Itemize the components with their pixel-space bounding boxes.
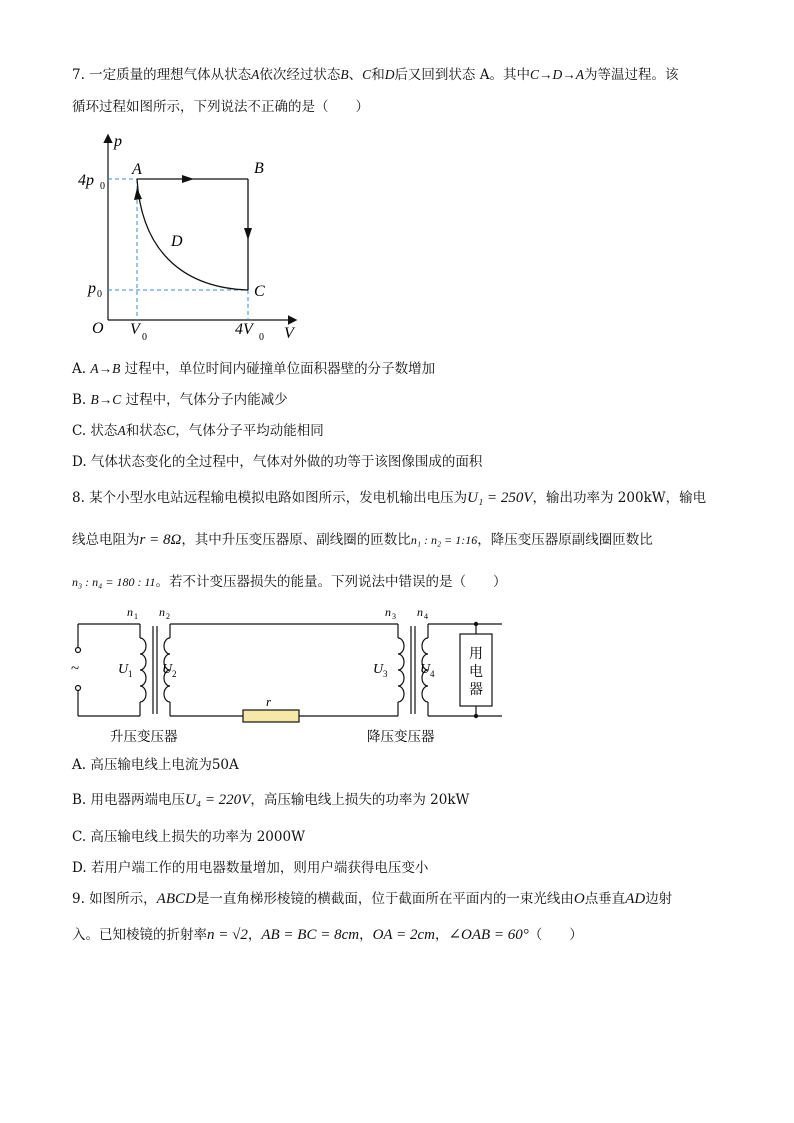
q9-stem-line2: 入。已知棱镜的折射率n = √2，AB = BC = 8cm，OA = 2cm，∠OAB = 60°（ ） <box>72 927 583 943</box>
label-u3-sub: 3 <box>383 669 388 679</box>
q7-stem-line2: 循环过程如图所示，下列说法不正确的是（ ） <box>72 99 369 115</box>
label-u1-sub: 1 <box>128 669 133 679</box>
q8-stem-line2: 线总电阻为r = 8Ω，其中升压变压器原、副线圈的匝数比n₁ : n₂ = 1:16，降压变压器原副线圈匝数比 <box>72 532 653 548</box>
junction <box>474 714 478 718</box>
label-n2: n <box>159 605 165 619</box>
label-p: p <box>114 133 122 150</box>
q7-pv-graph <box>70 128 310 348</box>
q7-option-c: C. 状态A和状态C，气体分子平均动能相同 <box>72 423 324 439</box>
label-n4-sub: 4 <box>424 612 428 621</box>
label-u2: U <box>162 662 173 677</box>
arrow-ab <box>182 175 194 183</box>
q7-option-a: A. A→B 过程中，单位时间内碰撞单位面积器壁的分子数增加 <box>72 361 436 377</box>
point-d: D <box>171 233 183 250</box>
load-label-1: 用 <box>469 646 483 662</box>
point-c: C <box>254 283 265 300</box>
q7-option-b: B. B→C 过程中，气体分子内能减少 <box>72 392 288 408</box>
label-n1: n <box>127 605 133 619</box>
label-n2-sub: 2 <box>166 612 170 621</box>
q8-option-c: C. 高压输电线上损失的功率为 2000W <box>72 829 305 845</box>
label-4v0: 4V <box>235 321 253 338</box>
coil-n3 <box>398 638 404 702</box>
junction <box>474 622 478 626</box>
point-b: B <box>254 160 264 177</box>
load-label-3: 器 <box>469 682 483 698</box>
label-v0: V <box>130 321 140 338</box>
label-n3: n <box>385 605 391 619</box>
q8-circuit-diagram <box>62 602 512 747</box>
label-4p: 4p <box>78 172 94 189</box>
label-origin: O <box>92 320 104 337</box>
q7-option-d: D. 气体状态变化的全过程中，气体对外做的功等于该图像围成的面积 <box>72 454 483 470</box>
label-4v0-sub: 0 <box>259 332 264 343</box>
ac-symbol: ~ <box>71 661 80 677</box>
arrow-bc <box>244 228 252 240</box>
q8-stem-line1: 8. 某个小型水电站远程输电模拟电路如图所示，发电机输出电压为U₁ = 250V，输出功率为 200kW，输电 <box>72 490 707 506</box>
label-n1-sub: 1 <box>134 612 138 621</box>
label-p0-sub: 0 <box>97 289 102 300</box>
label-n4: n <box>417 605 423 619</box>
label-u2-sub: 2 <box>172 669 177 679</box>
point-a: A <box>132 161 142 178</box>
terminal-bottom <box>76 686 81 691</box>
label-u4-sub: 4 <box>430 669 435 679</box>
label-step-down: 降压变压器 <box>367 729 435 745</box>
label-p0: p <box>88 280 96 297</box>
label-u1: U <box>118 662 129 677</box>
label-r: r <box>266 694 272 709</box>
label-v0-sub: 0 <box>142 332 147 343</box>
label-4p-sub: 0 <box>100 181 105 192</box>
q8-stem-line3: n₃ : n₄ = 180 : 11。若不计变压器损失的能量。下列说法中错误的是（ ） <box>72 574 507 590</box>
q9-stem-line1: 9. 如图所示，ABCD是一直角梯形棱镜的横截面，位于截面所在平面内的一束光线由O点垂直AD边射 <box>72 891 673 907</box>
label-n3-sub: 3 <box>392 612 396 621</box>
terminal-top <box>76 648 81 653</box>
label-u3: U <box>373 662 384 677</box>
isotherm-cda <box>137 179 248 290</box>
q7-stem-line1: 7. 一定质量的理想气体从状态A依次经过状态B、C和D后又回到状态 A。其中C→D→A为等温过程。该 <box>72 67 679 83</box>
label-v: V <box>284 325 294 342</box>
q8-option-a: A. 高压输电线上电流为50A <box>72 757 239 773</box>
resistor-r <box>243 710 299 722</box>
label-step-up: 升压变压器 <box>110 729 178 745</box>
label-u4: U <box>420 662 431 677</box>
q8-option-d: D. 若用户端工作的用电器数量增加，则用户端获得电压变小 <box>72 860 429 876</box>
coil-n1 <box>140 638 146 702</box>
load-label-2: 电 <box>469 664 483 680</box>
q8-option-b: B. 用电器两端电压U₄ = 220V，高压输电线上损失的功率为 20kW <box>72 792 470 808</box>
